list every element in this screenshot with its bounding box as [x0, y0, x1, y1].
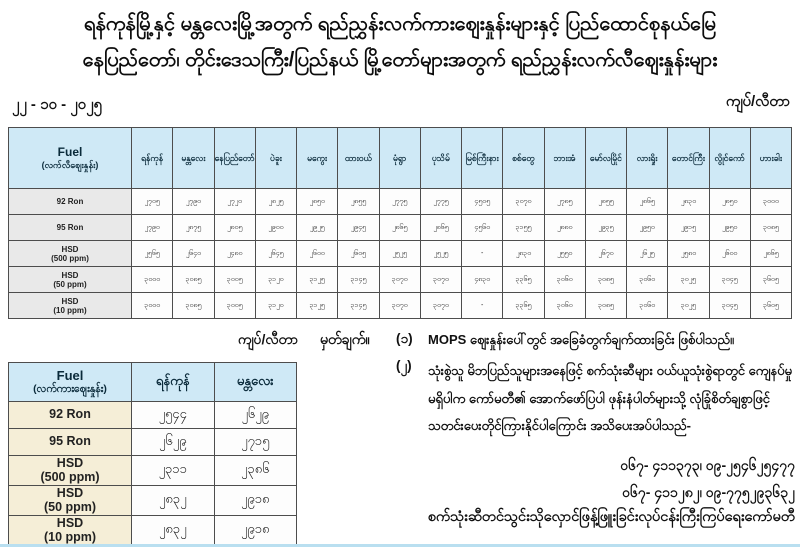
price-value: ၂၈၈၀ [544, 215, 585, 241]
price-value: ၃၀၇၀ [379, 293, 420, 319]
price-value: ၃၁၂၅ [297, 267, 338, 293]
price-value: ၃၀၂၅ [668, 293, 709, 319]
fuel-type-label [9, 429, 132, 456]
price-value: ၃၀၂၅ [668, 267, 709, 293]
price-value: ၂၆၇၀ [585, 241, 626, 267]
price-value: ၂၈၅၀ [709, 189, 750, 215]
fuel-type-text: (50 ppm) [43, 499, 97, 514]
price-value: ၃၀၆၀ [627, 267, 668, 293]
price-value: ၃၀၈၅ [173, 267, 214, 293]
price-value: ၃၀၆၀ [544, 267, 585, 293]
title-line-2: နေပြည်တော်၊ တိုင်းဒေသကြီး/ပြည်နယ် မြို့တော်များအတွက် ရည်ညွှန်းလက်လီဈေးနှုန်းများ [82, 49, 718, 71]
price-value: ၄၈၃၀ [462, 267, 503, 293]
price-value: ၃၃၆၅ [503, 293, 544, 319]
price-value: ၃၀၇၀ [420, 293, 461, 319]
fuel-type-text: 92 Ron [56, 197, 84, 206]
price-value: ၃၀၈၅ [585, 267, 626, 293]
fuel-header-text: Fuel [57, 145, 83, 159]
price-row [9, 215, 792, 241]
price-value: ၃၀၀၀ [750, 189, 791, 215]
city-header: ရန်ကုန် [132, 128, 173, 189]
fuel-type-text: (50 ppm) [53, 279, 87, 289]
fuel-type-text: (500 ppm) [40, 469, 100, 484]
price-value: ၂၆၀၅ [338, 241, 379, 267]
fuel-type-text: HSD [56, 516, 84, 530]
price-value: ၂၉၂၅ [297, 215, 338, 241]
price-value: ၂၃၈၆ [214, 456, 297, 486]
report-date: ၂၂ - ၁၀ - ၂၀၂၅ [12, 96, 102, 113]
price-value: ၂၅၄၄ [132, 402, 215, 429]
city-header: မုံရွာ [379, 128, 420, 189]
phone-line-1: ဝ၆၇- ၄၁၁၃၇၃၊ ဝ၉-၂၅၄၆၂၅၄၇၇ [620, 457, 795, 473]
price-value: ၂၇၂၀ [214, 189, 255, 215]
price-row [9, 293, 792, 319]
price-value: ၂၅၈၀ [668, 241, 709, 267]
wholesale-fuel-header-cell [9, 363, 132, 402]
price-value: ၂၇၇၅ [379, 189, 420, 215]
fuel-type-text: HSD [56, 456, 84, 470]
fuel-type-label [9, 267, 132, 293]
price-value: ၂၅၂၅ [420, 241, 461, 267]
committee-name: စက်သုံးဆီတင်သွင်းသိုလှောင်ဖြန့်ဖြူးခြင်းလုပ်ငန်းကြီးကြပ်ရေးကော်မတီ [427, 509, 795, 525]
city-header: လွိုင်ကော် [709, 128, 750, 189]
price-value: ၂၉၁၈ [214, 516, 297, 546]
price-value: ၂၈၅၀ [297, 189, 338, 215]
retail-fuel-header-cell [9, 128, 132, 189]
price-value: ၂၃၁၁ [132, 456, 215, 486]
price-value: ၂၉၅၀ [627, 215, 668, 241]
price-value: ၂၆၀၀ [709, 241, 750, 267]
price-value: ၃၁၄၅ [338, 267, 379, 293]
retail-price-table [8, 127, 792, 319]
fuel-type-text: (10 ppm) [53, 305, 87, 315]
price-value: ၂၆၂၉ [214, 402, 297, 429]
city-header: မော်လမြိုင် [585, 128, 626, 189]
price-value: ၃၀၇၀ [503, 189, 544, 215]
fuel-type-text: (10 ppm) [43, 529, 97, 544]
price-value: ၃၀၆၀ [627, 293, 668, 319]
city-header: မန္တလေး [214, 363, 297, 402]
phone-line-2: ဝ၆၇- ၄၁၁၂၈၂၊ ဝ၉-၇၇၅၂၉၃၆၃၂ [622, 484, 795, 500]
price-value: ၂၈၇၅ [173, 215, 214, 241]
retail-header-row [9, 128, 792, 189]
price-value: ၂၇၀၅ [132, 189, 173, 215]
fuel-type-label [9, 516, 132, 546]
price-value: ၂၇၁၅ [214, 429, 297, 456]
bottom-divider [0, 544, 800, 547]
city-header: မြစ်ကြီးနား [462, 128, 503, 189]
price-value: ၂၇၈၅ [544, 189, 585, 215]
price-value: - [462, 241, 503, 267]
price-value: ၃၆၀၅ [750, 267, 791, 293]
price-value: ၂၉၁၅ [668, 215, 709, 241]
price-value: ၃၁၂၀ [255, 293, 296, 319]
price-value: ၂၆၂၉ [132, 429, 215, 456]
price-value: ၃၀၈၅ [750, 215, 791, 241]
fuel-type-label [9, 293, 132, 319]
price-value: ၂၈၆၅ [750, 241, 791, 267]
city-header: စစ်တွေ [503, 128, 544, 189]
fuel-header-text: Fuel [56, 368, 84, 383]
price-value: ၃၀၀၀ [132, 267, 173, 293]
fuel-type-label [9, 402, 132, 429]
price-row [9, 189, 792, 215]
price-row [9, 241, 792, 267]
fuel-type-text: HSD [61, 296, 79, 306]
fuel-type-text: 92 Ron [49, 407, 91, 422]
city-header: ပဲခူး [255, 128, 296, 189]
price-value: ၃၀၀၅ [214, 293, 255, 319]
price-value: ၃၀၇၀ [379, 267, 420, 293]
city-header: ဘားအံ [544, 128, 585, 189]
price-value: ၃၀၀၅ [214, 267, 255, 293]
city-header: ထားဝယ် [338, 128, 379, 189]
price-value: ၂၇၉၀ [132, 215, 173, 241]
price-value: ၃၀၈၅ [173, 293, 214, 319]
price-value: ၄၅၆၀ [462, 215, 503, 241]
price-value: ၂၈၅၅ [585, 189, 626, 215]
price-value: ၃၀၄၅ [709, 293, 750, 319]
price-row [9, 486, 297, 516]
price-value: ၂၇၉၀ [173, 189, 214, 215]
fuel-type-label [9, 215, 132, 241]
price-value: ၂၈၃၂ [132, 486, 215, 516]
note-2-text: သုံးစွဲသူ မိဘပြည်သူများအနေဖြင့် စက်သုံးဆီများ ဝယ်ယူသုံးစွဲရာတွင် ကျေနပ်မှုမရှိပါက ကော်မတီ၏ အောက်ဖော်ပြပါ ဖုန်းနံပါတ်များသို့ လုံခြုံစိတ်ချစွာဖြင့် သတင်းပေးတိုင်ကြားနိုင်ပါကြောင်း အသိပေးအပ်ပါသည်- [428, 363, 792, 433]
fuel-subheader-text: (လက်လီဈေးနှုန်း) [41, 160, 99, 170]
fuel-type-text: HSD [61, 270, 79, 280]
fuel-type-label [9, 456, 132, 486]
price-value: ၂၈၃၀ [503, 241, 544, 267]
city-header: ပုသိမ် [420, 128, 461, 189]
title-line-1: ရန်ကုန်မြို့နှင့် မန္တလေးမြို့အတွက် ရည်ညွှန်းလက်ကားဈေးနှုန်းများနှင့် ပြည်ထောင်စုနယ်မြေ [84, 13, 716, 35]
price-value: ၃၁၅၅ [503, 215, 544, 241]
price-value: - [462, 293, 503, 319]
price-row [9, 402, 297, 429]
price-value: ၂၆၄၀ [173, 241, 214, 267]
price-value: ၂၈၂၅ [255, 189, 296, 215]
notes-label: မှတ်ချက်။ [320, 331, 370, 347]
price-value: ၂၉၁၈ [214, 486, 297, 516]
note-1-number: (၁) [396, 331, 413, 346]
wholesale-price-table [8, 362, 297, 546]
price-value: ၂၈၆၅ [379, 215, 420, 241]
price-value: ၄၅၀၅ [462, 189, 503, 215]
price-value: ၂၄၈၀ [214, 241, 255, 267]
price-value: ၂၉၃၅ [585, 215, 626, 241]
price-value: ၂၈၅၅ [338, 189, 379, 215]
price-value: ၃၀၈၅ [585, 293, 626, 319]
city-header: လားရှိုး [627, 128, 668, 189]
city-header: တောင်ကြီး [668, 128, 709, 189]
price-value: ၂၇၇၅ [420, 189, 461, 215]
unit-label-top: ကျပ်/လီတာ [725, 93, 790, 110]
city-header: ဟားခါး [750, 128, 791, 189]
price-value: ၃၀၀၀ [132, 293, 173, 319]
city-header: မန္တလေး [173, 128, 214, 189]
price-value: ၃၁၂၀ [255, 267, 296, 293]
price-value: ၃၀၇၀ [420, 267, 461, 293]
price-value: ၂၅၆၅ [132, 241, 173, 267]
unit-label-mid: ကျပ်/လီတာ [238, 331, 298, 347]
fuel-type-text: (500 ppm) [51, 253, 89, 263]
price-value: ၃၁၂၅ [297, 293, 338, 319]
fuel-type-text: HSD [61, 244, 79, 254]
price-row [9, 516, 297, 546]
fuel-type-label [9, 486, 132, 516]
price-value: ၃၃၆၅ [503, 267, 544, 293]
price-row [9, 456, 297, 486]
city-header: နေပြည်တော် [214, 128, 255, 189]
fuel-type-text: HSD [56, 486, 84, 500]
price-value: ၂၆၀၀ [297, 241, 338, 267]
page-title [0, 6, 800, 78]
fuel-subheader-text: (လက်ကားဈေးနှုန်း) [33, 383, 107, 395]
price-row [9, 429, 297, 456]
price-value: ၂၉၄၅ [338, 215, 379, 241]
price-value: ၃၀၄၅ [709, 267, 750, 293]
city-header: ရန်ကုန် [132, 363, 215, 402]
fuel-type-label [9, 189, 132, 215]
price-row [9, 267, 792, 293]
price-value: ၂၈၃၂ [132, 516, 215, 546]
price-value: ၃၆၀၅ [750, 293, 791, 319]
price-value: ၂၉၀၀ [255, 215, 296, 241]
price-value: ၂၆၄၅ [255, 241, 296, 267]
fuel-type-text: 95 Ron [49, 434, 91, 449]
complaint-phone-numbers [400, 452, 795, 506]
price-value: ၂၅၂၅ [379, 241, 420, 267]
price-value: ၂၆၂၅ [627, 241, 668, 267]
price-value: ၃၁၄၅ [338, 293, 379, 319]
price-value: ၂၅၅၀ [544, 241, 585, 267]
fuel-type-text: 95 Ron [56, 223, 84, 232]
note-1-text: MOPS ဈေးနှုန်းပေါ်တွင် အခြေခံတွက်ချက်ထားခြင်း ဖြစ်ပါသည်။ [428, 332, 734, 347]
price-value: ၂၈၆၅ [420, 215, 461, 241]
price-value: ၂၈၆၅ [627, 189, 668, 215]
price-value: ၂၈၃၀ [668, 189, 709, 215]
price-value: ၂၉၅၀ [709, 215, 750, 241]
price-value: ၃၀၆၀ [544, 293, 585, 319]
wholesale-header-row [9, 363, 297, 402]
note-2-number: (၂) [396, 358, 412, 373]
fuel-type-label [9, 241, 132, 267]
city-header: မကွေး [297, 128, 338, 189]
price-value: ၂၈၀၅ [214, 215, 255, 241]
